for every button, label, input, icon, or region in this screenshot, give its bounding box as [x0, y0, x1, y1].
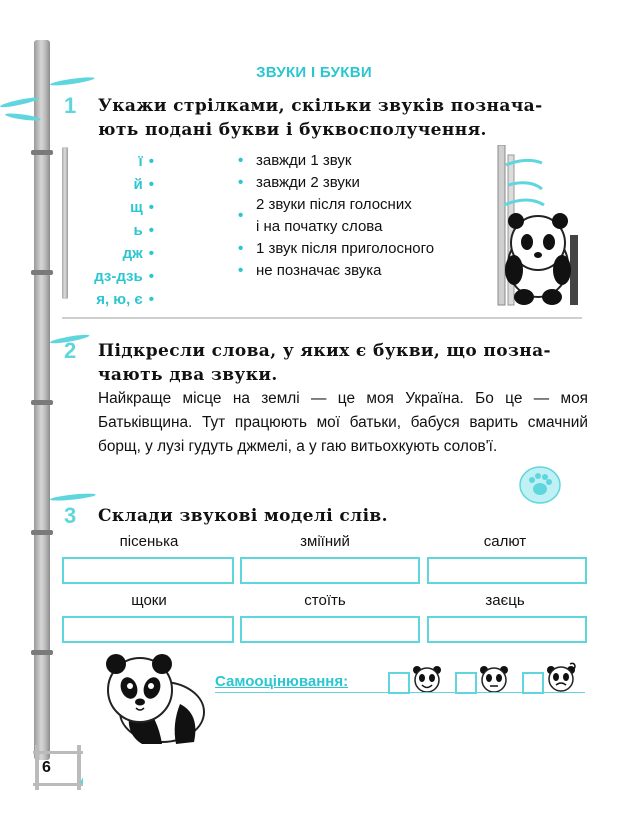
answer-label: завжди 1 звук	[256, 152, 352, 169]
task-2-paragraph[interactable]: Найкраще місце на землі — це моя Україна. Бо це — моя Батьківщина. Тут працюють мої батьки, бабуся варить смачний борщ, у лузі гудуть джмелі, а у гаю витьохкують солов'ї.	[98, 390, 588, 455]
panda-neutral-icon	[479, 664, 509, 694]
letter-item[interactable]	[70, 242, 154, 265]
letter-dot: •	[148, 153, 154, 170]
task-2-text-line-1: Підкресли слова, у яких є букви, що позна-	[98, 341, 551, 361]
section-divider	[62, 317, 582, 319]
letter-item[interactable]	[70, 196, 154, 219]
word-label: щоки	[131, 592, 167, 609]
letter-item[interactable]	[70, 173, 154, 196]
letter-label: ь	[133, 222, 143, 239]
self-assessment-checkbox[interactable]	[455, 672, 477, 694]
letter-label: ї	[138, 153, 143, 170]
panda-confused-icon	[546, 662, 576, 692]
self-assessment-checkbox[interactable]	[522, 672, 544, 694]
word-label: заєць	[485, 592, 525, 609]
page-number: 6	[42, 759, 51, 776]
sound-model-field[interactable]	[427, 557, 587, 584]
task-2-text-line-2: чають два звуки.	[98, 365, 278, 385]
letter-label: дж	[122, 245, 143, 262]
sound-model-field[interactable]	[240, 557, 420, 584]
letter-dot: •	[148, 245, 154, 262]
leaf-decoration	[50, 492, 96, 502]
small-bamboo-decoration	[62, 147, 68, 299]
letter-item[interactable]	[70, 219, 154, 242]
answer-label: 1 звук після приголосного	[256, 240, 435, 257]
task-3-text: Склади звукові моделі слів.	[98, 506, 388, 526]
answers-column	[236, 150, 506, 282]
letter-item[interactable]	[70, 150, 154, 173]
answer-item[interactable]	[236, 260, 506, 282]
word-label: пісенька	[119, 533, 179, 550]
paw-icon	[518, 465, 562, 505]
letter-item[interactable]	[70, 265, 154, 288]
answer-item[interactable]	[236, 238, 506, 260]
letter-dot: •	[148, 222, 154, 239]
answer-dot: •	[238, 174, 244, 191]
panda-happy-icon	[412, 664, 442, 694]
word-label: стоїть	[304, 592, 346, 609]
page-title: ЗВУКИ І БУКВИ	[256, 64, 372, 81]
sound-model-field[interactable]	[427, 616, 587, 643]
letters-column	[70, 150, 154, 311]
answer-item[interactable]	[236, 194, 506, 238]
letter-label: щ	[130, 199, 143, 216]
answer-item[interactable]	[236, 172, 506, 194]
answer-label: 2 звуки після голосних	[256, 196, 412, 213]
letter-dot: •	[148, 291, 154, 308]
sound-model-field[interactable]	[240, 616, 420, 643]
task-2-number: 2	[64, 338, 77, 363]
bamboo-decoration	[34, 40, 50, 760]
letter-dot: •	[148, 268, 154, 285]
letter-dot: •	[148, 176, 154, 193]
answer-label: завжди 2 звуки	[256, 174, 360, 191]
answer-dot: •	[238, 262, 244, 279]
page-number-frame	[33, 745, 83, 790]
letter-item[interactable]	[70, 288, 154, 311]
sound-model-field[interactable]	[62, 557, 234, 584]
task-1-text-line-2: ють подані букви і буквосполучення.	[98, 120, 487, 140]
answer-item[interactable]	[236, 150, 506, 172]
sound-model-field[interactable]	[62, 616, 234, 643]
letter-label: я, ю, є	[96, 291, 143, 308]
answer-dot: •	[238, 240, 244, 257]
task-1-text-line-1: Укажи стрілками, скільки звуків познача-	[98, 96, 543, 116]
answer-dot: •	[238, 152, 244, 169]
letter-dot: •	[148, 199, 154, 216]
letter-label: й	[133, 176, 143, 193]
answer-dot: •	[238, 207, 244, 224]
answer-label: не позначає звука	[256, 262, 382, 279]
word-label: салют	[483, 533, 527, 550]
panda-illustration	[92, 652, 210, 748]
answer-label: і на початку слова	[256, 218, 383, 235]
self-assessment-checkbox[interactable]	[388, 672, 410, 694]
self-assessment-label: Самооцінювання:	[215, 673, 349, 690]
word-label: зміїний	[300, 533, 350, 550]
task-1-number: 1	[64, 93, 77, 118]
letter-label: дз-дзь	[94, 268, 143, 285]
task-3-number: 3	[64, 503, 77, 528]
self-assessment-underline	[215, 692, 585, 693]
panda-bamboo-illustration	[494, 145, 586, 310]
